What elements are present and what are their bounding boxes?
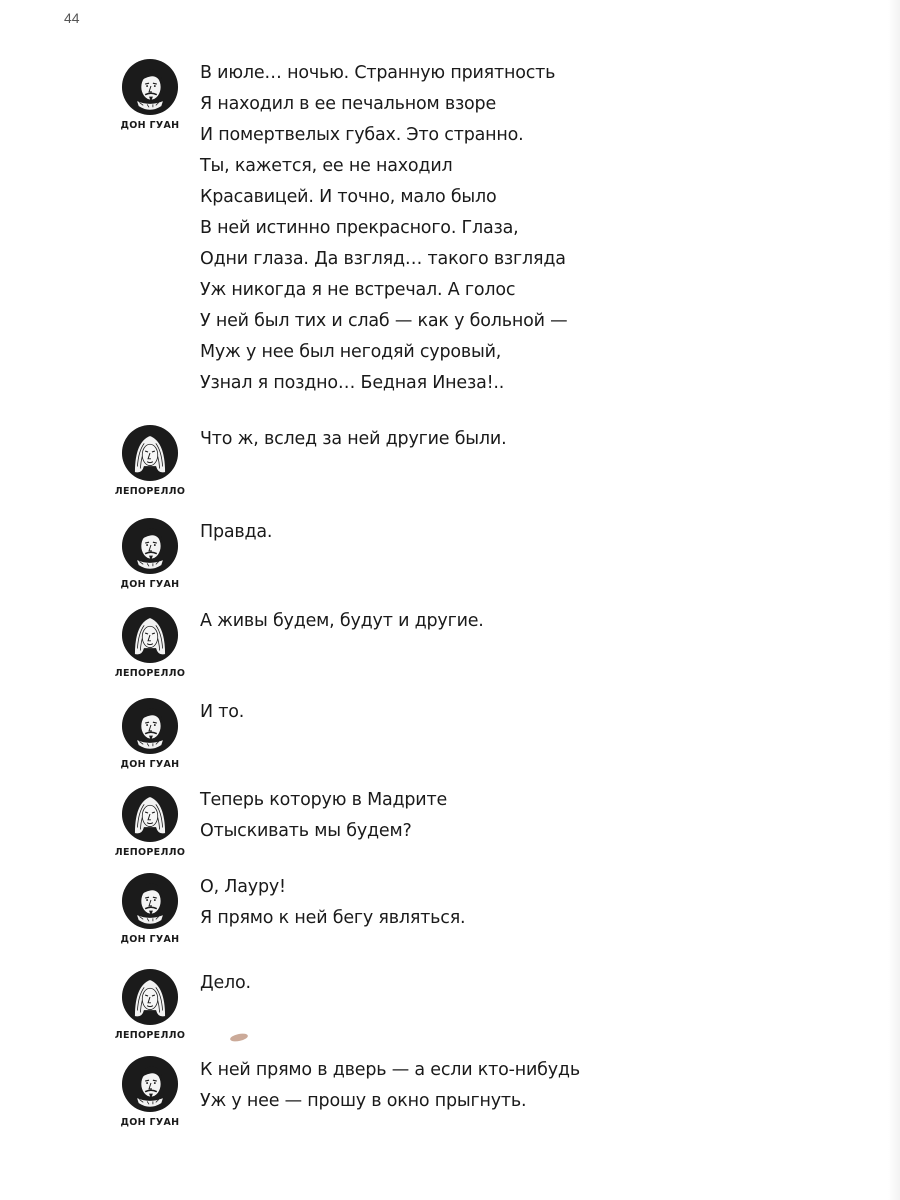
leporello-portrait-icon [121, 606, 179, 664]
verse-line: И помертвелых губах. Это странно. [200, 125, 524, 145]
speaker-badge [110, 58, 190, 131]
verse-line: Я прямо к ней бегу являться. [200, 908, 466, 928]
speech-text [200, 517, 760, 548]
speaker-name: ЛЕПОРЕЛЛО [114, 847, 186, 858]
speech-text [200, 424, 760, 455]
speech-text [200, 697, 760, 728]
speech-text [200, 1055, 760, 1117]
speaker-name: ДОН ГУАН [120, 120, 180, 131]
speech-text [200, 968, 760, 999]
verse-line: Правда. [200, 522, 273, 542]
speaker-badge [110, 424, 190, 497]
speaker-badge [110, 606, 190, 679]
speaker-badge [110, 517, 190, 590]
don-guan-portrait-icon [121, 1055, 179, 1113]
don-guan-portrait-icon [121, 697, 179, 755]
don-guan-portrait-icon [121, 58, 179, 116]
verse-line: Теперь которую в Мадрите [200, 790, 448, 810]
speaker-badge [110, 872, 190, 945]
speaker-name: ДОН ГУАН [120, 934, 180, 945]
verse-line: Уж у нее — прошу в окно прыгнуть. [200, 1091, 527, 1111]
speaker-name: ДОН ГУАН [120, 759, 180, 770]
speaker-badge [110, 697, 190, 770]
speaker-name: ДОН ГУАН [120, 1117, 180, 1128]
speaker-name: ЛЕПОРЕЛЛО [114, 1030, 186, 1041]
speaker-name: ДОН ГУАН [120, 579, 180, 590]
verse-line: Ты, кажется, ее не находил [200, 156, 453, 176]
paper-stain [229, 1032, 248, 1043]
speech-text [200, 58, 760, 399]
speaker-name: ЛЕПОРЕЛЛО [114, 668, 186, 679]
verse-line: К ней прямо в дверь — а если кто-нибудь [200, 1060, 580, 1080]
speech-text [200, 606, 760, 637]
verse-line: Красавицей. И точно, мало было [200, 187, 497, 207]
speaker-badge [110, 968, 190, 1041]
speech-text [200, 785, 760, 847]
page-number: 44 [64, 10, 80, 26]
speech-text [200, 872, 760, 934]
don-guan-portrait-icon [121, 517, 179, 575]
verse-line: Дело. [200, 973, 251, 993]
don-guan-portrait-icon [121, 872, 179, 930]
verse-line: Что ж, вслед за ней другие были. [200, 429, 507, 449]
verse-line: Уж никогда я не встречал. А голос [200, 280, 516, 300]
verse-line: Муж у нее был негодяй суровый, [200, 342, 502, 362]
speaker-name: ЛЕПОРЕЛЛО [114, 486, 186, 497]
leporello-portrait-icon [121, 968, 179, 1026]
page-edge-shadow [888, 0, 900, 1200]
verse-line: И то. [200, 702, 245, 722]
verse-line: Отыскивать мы будем? [200, 821, 412, 841]
speaker-badge [110, 1055, 190, 1128]
verse-line: Узнал я поздно… Бедная Инеза!.. [200, 373, 505, 393]
verse-line: У ней был тих и слаб — как у больной — [200, 311, 568, 331]
verse-line: Я находил в ее печальном взоре [200, 94, 497, 114]
verse-line: А живы будем, будут и другие. [200, 611, 484, 631]
leporello-portrait-icon [121, 424, 179, 482]
verse-line: В ней истинно прекрасного. Глаза, [200, 218, 519, 238]
speaker-badge [110, 785, 190, 858]
leporello-portrait-icon [121, 785, 179, 843]
verse-line: В июле… ночью. Странную приятность [200, 63, 556, 83]
verse-line: О, Лауру! [200, 877, 286, 897]
verse-line: Одни глаза. Да взгляд… такого взгляда [200, 249, 566, 269]
